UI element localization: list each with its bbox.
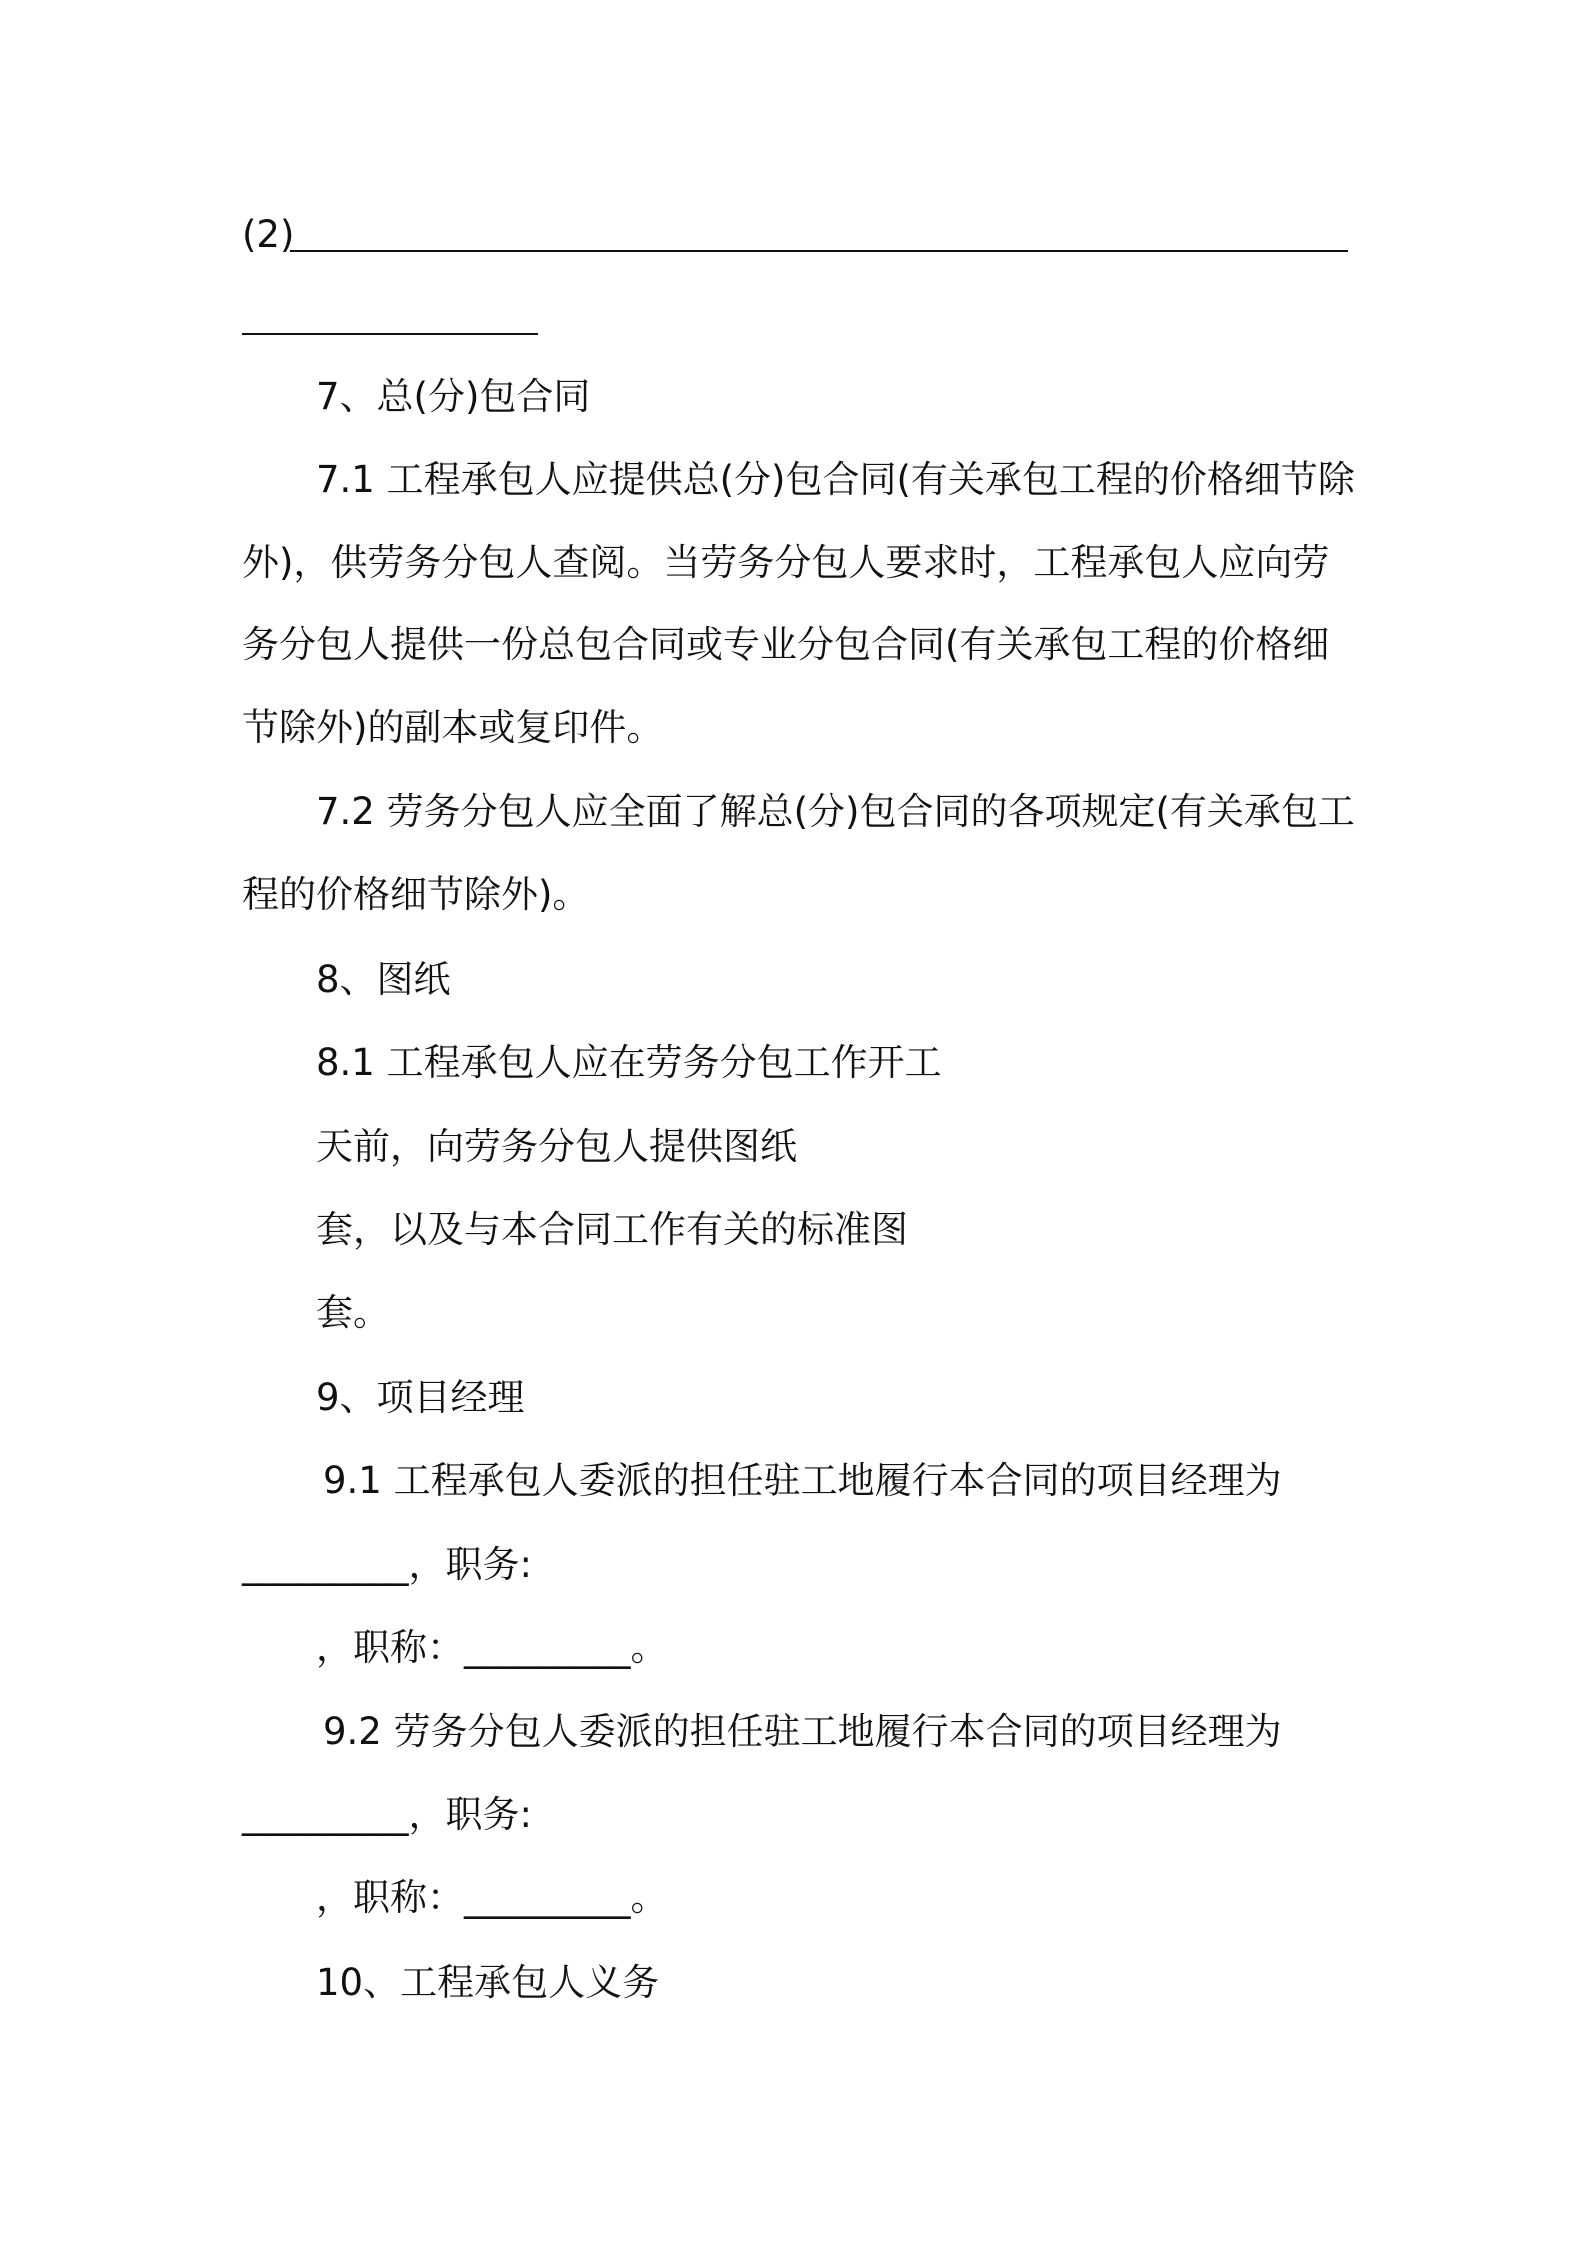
clause-7-2-line-2: 程的价格细节除外)。 <box>242 873 590 916</box>
blank-fill-line-continued <box>242 333 538 335</box>
item-2-label: (2) <box>242 213 295 256</box>
clause-7-1-line-3: 务分包人提供一份总包合同或专业分包合同(有关承包工程的价格细 <box>242 623 1330 666</box>
section-9-heading: 9、项目经理 <box>316 1376 525 1419</box>
clause-8-1-line-1: 8.1 工程承包人应在劳务分包工作开工 <box>316 1041 942 1084</box>
clause-7-2-line-1: 7.2 劳务分包人应全面了解总(分)包合同的各项规定(有关承包工 <box>316 790 1355 833</box>
section-7-heading: 7、总(分)包合同 <box>316 375 591 418</box>
clause-9-1-line-1: 9.1 工程承包人委派的担任驻工地履行本合同的项目经理为 <box>323 1459 1282 1502</box>
clause-8-1-line-4: 套。 <box>316 1291 390 1334</box>
section-10-heading: 10、工程承包人义务 <box>316 1961 660 2004</box>
clause-8-1-line-2: 天前，向劳务分包人提供图纸 <box>316 1125 797 1168</box>
clause-9-2-line-2: _________，职务: <box>242 1793 532 1836</box>
clause-9-2-line-1: 9.2 劳务分包人委派的担任驻工地履行本合同的项目经理为 <box>323 1710 1282 1753</box>
clause-7-1-line-4: 节除外)的副本或复印件。 <box>242 706 664 749</box>
clause-9-2-line-3: ，职称：_________。 <box>316 1876 668 1919</box>
clause-7-1-line-1: 7.1 工程承包人应提供总(分)包合同(有关承包工程的价格细节除 <box>316 458 1355 501</box>
clause-9-1-line-2: _________，职务: <box>242 1543 532 1586</box>
clause-8-1-line-3: 套，以及与本合同工作有关的标准图 <box>316 1208 908 1251</box>
clause-9-1-line-3: ，职称：_________。 <box>316 1626 668 1669</box>
clause-7-1-line-2: 外)，供劳务分包人查阅。当劳务分包人要求时，工程承包人应向劳 <box>242 541 1330 584</box>
section-8-heading: 8、图纸 <box>316 958 451 1001</box>
blank-fill-line <box>290 250 1348 252</box>
